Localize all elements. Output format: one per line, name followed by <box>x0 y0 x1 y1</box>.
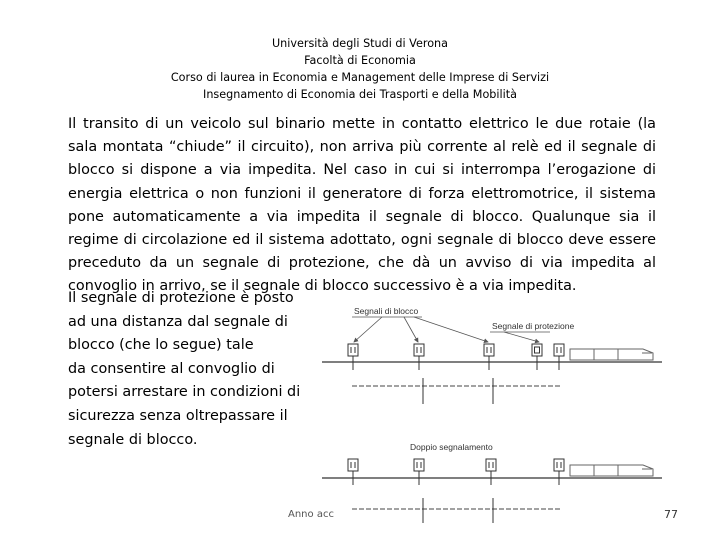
subject-name: Insegnamento di Economia dei Trasporti e della Mobilità <box>203 88 517 101</box>
signal-icon <box>554 459 564 485</box>
double-signal-label: Doppio segnalamento <box>410 442 493 452</box>
page-number: 77 <box>664 508 678 521</box>
side-line: da consentire al convoglio di <box>68 360 275 377</box>
main-paragraph: Il transito di un veicolo sul binario mette in contatto elettrico le due rotaie (la sala montata “chiude” il circuito), non arriva più corrente al relè ed il segnale di blocco si dispone a via impedita. Nel caso in cui si interrompa l’erogazione di energia elettrica o non funzioni il generatore di forza elettromotrice, il sistema pone automaticamente a via impedita il segnale di blocco. Qualunque sia il regime di circolazione ed il sistema adottato, ogni segnale di blocco deve essere preceduto da un segnale di protezione, che dà un avviso di via impedita al convoglio in arrivo, se il segnale di blocco successivo è a via impedita. <box>68 116 656 295</box>
protection-signal-icon <box>532 344 542 370</box>
signal-icon <box>348 344 358 370</box>
course-name: Corso di laurea in Economia e Management delle Imprese di Servizi <box>170 71 550 84</box>
side-line: potersi arrestare in condizioni di <box>68 384 301 401</box>
block-signals-label: Segnali di blocco <box>354 306 419 316</box>
train-icon <box>570 465 653 476</box>
slide-header <box>0 35 720 103</box>
signal-diagram <box>322 298 662 523</box>
protection-signal-label: Segnale di protezione <box>492 321 575 331</box>
side-paragraph <box>68 287 313 452</box>
side-line: sicurezza senza oltrepassare il <box>68 407 288 424</box>
faculty-name: Facoltà di Economia <box>304 54 416 67</box>
signal-icon <box>554 344 564 370</box>
signal-icon <box>414 459 424 485</box>
train-icon <box>570 349 653 360</box>
side-line: Il segnale di protezione è posto <box>68 290 294 306</box>
side-line: ad una distanza dal segnale di <box>68 313 288 330</box>
university-name: Università degli Studi di Verona <box>271 37 448 50</box>
signal-icon <box>484 344 494 370</box>
side-line: blocco (che lo segue) tale <box>68 337 254 354</box>
signal-icon <box>486 459 496 485</box>
side-line: segnale di blocco. <box>68 431 198 448</box>
footer-text: Anno acc <box>288 509 334 520</box>
signal-icon <box>348 459 358 485</box>
signal-icon <box>414 344 424 370</box>
